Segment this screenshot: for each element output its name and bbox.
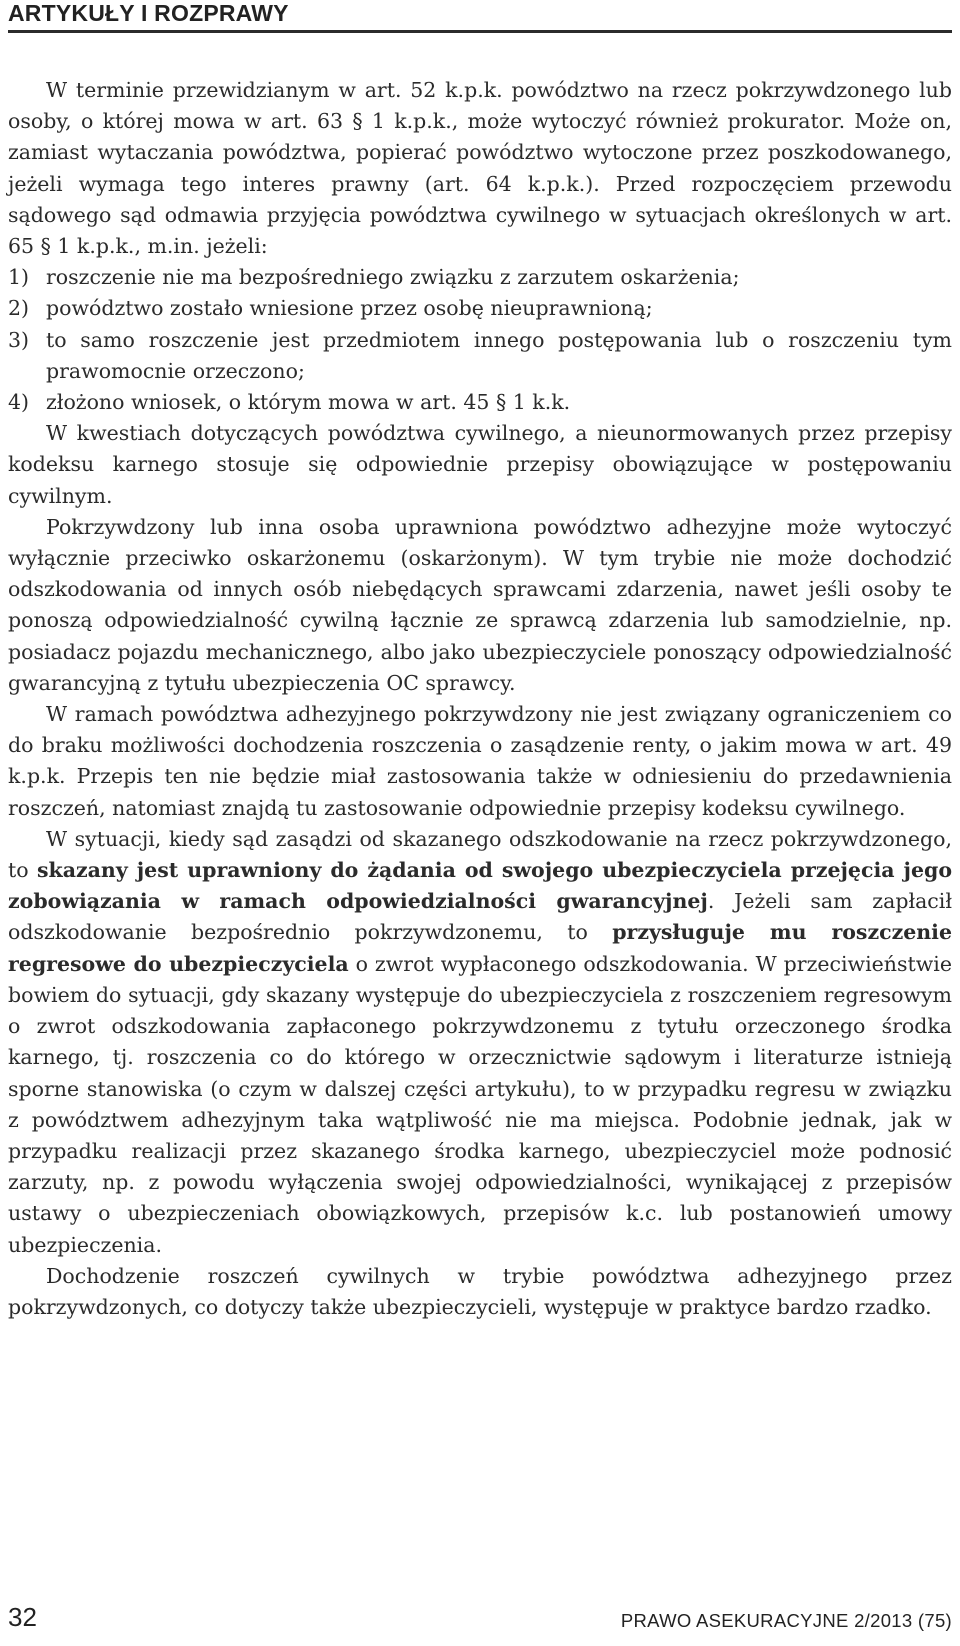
- article-body: [8, 75, 952, 1323]
- list-item-number: 1): [8, 265, 30, 290]
- paragraph-2: W kwestiach dotyczących powództwa cywilnego, a nieunormowanych przez przepisy kodeksu karnego stosuje się odpowiednie przepisy obowiązujące w postępowaniu cywilnym.: [8, 421, 952, 508]
- list-item-text: to samo roszczenie jest przedmiotem innego postępowania lub o roszczeniu tym prawomocnie orzeczono;: [46, 327, 952, 383]
- list-item: [8, 262, 952, 293]
- paragraph-3: Pokrzywdzony lub inna osoba uprawniona powództwo adhezyjne może wytoczyć wyłącznie przeciwko oskarżonemu (oskarżonym). W tym trybie nie może dochodzić odszkodowania od innych osób niebędących sprawcami zdarzenia, nawet jeśli osoby te ponoszą odpowiedzialność cywilną łącznie ze sprawcą zdarzenia lub samodzielnie, np. posiadacz pojazdu mechanicznego, albo jako ubezpieczyciele ponoszący odpowiedzialność gwarancyjną z tytułu ubezpieczenia OC sprawcy.: [8, 514, 952, 695]
- list-item: [8, 293, 952, 324]
- list-item: [8, 387, 952, 418]
- paragraph-5: [8, 824, 952, 1261]
- list-item-text: roszczenie nie ma bezpośredniego związku z zarzutem oskarżenia;: [46, 265, 740, 290]
- running-header: [8, 0, 952, 33]
- list-item-number: 3): [8, 327, 30, 352]
- list-item: [8, 325, 952, 387]
- list-item-text: powództwo zostało wniesione przez osobę nieuprawnioną;: [46, 296, 653, 321]
- conditions-list: [8, 262, 952, 418]
- list-item-text: złożono wniosek, o którym mowa w art. 45 § 1 k.k.: [46, 390, 571, 415]
- paragraph-4: W ramach powództwa adhezyjnego pokrzywdzony nie jest związany ograniczeniem co do braku możliwości dochodzenia roszczenia o zasądzenie renty, o jakim mowa w art. 49 k.p.k. Przepis ten nie będzie miał zastosowania także w odniesieniu do przedawnienia roszczeń, natomiast znajdą tu zastosowanie odpowiednie przepisy kodeksu cywilnego.: [8, 702, 952, 820]
- paragraph-5-bold-a: skazany jest uprawniony do żądania od swojego ubezpieczyciela przejęcia jego zobowiązania w ramach odpowiedzialności gwarancyjnej: [8, 858, 952, 914]
- paragraph-1: W terminie przewidzianym w art. 52 k.p.k. powództwo na rzecz pokrzywdzonego lub osoby, o której mowa w art. 63 § 1 k.p.k., może wytoczyć również prokurator. Może on, zamiast wytaczania powództwa, popierać powództwo wytoczone przez poszkodowanego, jeżeli wymaga tego interes prawny (art. 64 k.p.k.). Przed rozpoczęciem przewodu sądowego sąd odmawia przyjęcia powództwa cywilnego w sytuacjach określonych w art. 65 § 1 k.p.k., m.in. jeżeli:: [8, 78, 952, 259]
- journal-title: PRAWO ASEKURACYJNE 2/2013 (75): [620, 1610, 952, 1631]
- list-item-number: 2): [8, 296, 30, 321]
- paragraph-6: Dochodzenie roszczeń cywilnych w trybie powództwa adhezyjnego przez pokrzywdzonych, co dotyczy także ubezpieczycieli, występuje w praktyce bardzo rzadko.: [8, 1263, 952, 1319]
- paragraph-5-part-c: . Jeżeli sam zapłacił odszkodowanie bezpośrednio pokrzywdzonemu, to: [8, 889, 952, 945]
- page-number: 32: [8, 1602, 37, 1632]
- section-title: ARTYKUŁY I ROZPRAWY: [8, 0, 289, 26]
- list-item-number: 4): [8, 390, 30, 415]
- paragraph-5-bold-b: przysługuje mu roszczenie regresowe do ubezpieczyciela: [8, 920, 953, 976]
- paragraph-5-part-a: W sytuacji, kiedy sąd zasądzi od skazanego odszkodowanie na rzecz pokrzywdzonego, to: [8, 826, 952, 883]
- paragraph-5-part-e: o zwrot wypłaconego odszkodowania. W przeciwieństwie bowiem do sytuacji, gdy skazany występuje do ubezpieczyciela z roszczeniem regresowym o zwrot odszkodowania zapłaconego pokrzywdzonemu z tytułu orzeczonego środka karnego, tj. roszczenia co do którego w orzecznictwie sądowym i literaturze istnieją sporne stanowiska (o czym w dalszej części artykułu), to w przypadku regresu w związku z powództwem adhezyjnym taka wątpliwość nie ma miejsca. Podobnie jednak, jak w przypadku realizacji przez skazanego środka karnego, ubezpieczyciel może podnosić zarzuty, np. z powodu wyłączenia swojej odpowiedzialności, wynikającej z przepisów ustawy o ubezpieczeniach obowiązkowych, przepisów k.c. lub postanowień umowy ubezpieczenia.: [8, 951, 952, 1257]
